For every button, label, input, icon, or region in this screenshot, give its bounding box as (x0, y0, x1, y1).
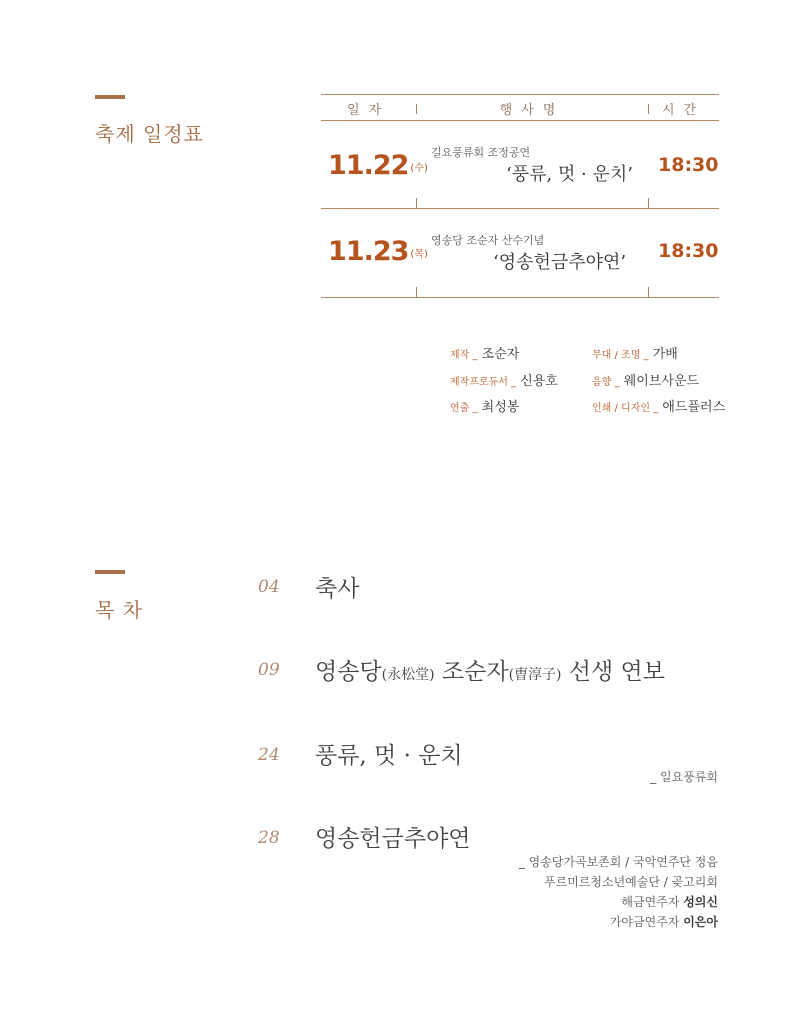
header-time: 시간 (661, 103, 706, 118)
header-date: 일자 (346, 103, 391, 118)
credit-director: 연출 _ 최성봉 (450, 400, 520, 415)
column-tick (648, 287, 649, 297)
column-tick (416, 198, 417, 208)
schedule-weekday: (수) (410, 163, 428, 174)
table-rule (321, 208, 719, 209)
section-title-toc: 목 차 (95, 598, 143, 622)
credit-print-design: 인쇄 / 디자인 _ 애드플러스 (592, 400, 726, 415)
credit-executive-producer: 제작프로듀서 _ 신용호 (450, 374, 558, 389)
toc-title: 영송당(永松堂) 조순자(曺淳子) 선생 연보 (315, 659, 665, 685)
event-subtitle: 길요풍류회 조정공연 (431, 146, 531, 159)
toc-title: 축사 (315, 576, 360, 602)
column-tick (648, 198, 649, 208)
header-event: 행사명 (499, 103, 565, 118)
toc-note: _ 영송당가곡보존회 / 국악연주단 정음 (518, 855, 718, 869)
toc-page-number: 24 (258, 745, 280, 765)
schedule-date: 11.23 (목) (328, 236, 428, 267)
schedule-weekday: (목) (410, 249, 428, 260)
accent-bar (95, 570, 125, 574)
toc-page-number: 09 (258, 660, 280, 680)
toc-note: 푸르미르청소년예술단 / 곶고리회 (544, 875, 718, 889)
credit-producer: 제작 _ 조순자 (450, 347, 520, 362)
table-rule (321, 297, 719, 298)
event-title: ‘영송헌금추야연’ (493, 252, 627, 273)
toc-note: _ 일요풍류회 (650, 770, 718, 784)
event-title: ‘풍류, 멋 · 운치’ (506, 164, 633, 185)
event-time: 18:30 (658, 240, 719, 262)
event-subtitle: 영송당 조순자 산수기념 (431, 234, 545, 247)
toc-title: 영송헌금추야연 (315, 826, 471, 852)
schedule-date: 11.22 (수) (328, 150, 428, 181)
credit-sound: 음향 _ 웨이브사운드 (592, 374, 699, 389)
table-rule (321, 94, 719, 95)
credit-stage-lighting: 무대 / 조명 _ 가배 (592, 347, 678, 362)
toc-performer: 가야금연주자 이은아 (609, 915, 718, 929)
column-tick (416, 287, 417, 297)
accent-bar (95, 95, 125, 99)
toc-performer: 해금연주자 성의신 (621, 895, 718, 909)
table-rule (321, 120, 719, 121)
event-time: 18:30 (658, 154, 719, 176)
column-tick (648, 104, 649, 114)
column-tick (416, 104, 417, 114)
toc-page-number: 28 (258, 828, 280, 848)
toc-page-number: 04 (258, 577, 280, 597)
section-title-schedule: 축제 일정표 (95, 122, 204, 146)
toc-title: 풍류, 멋 · 운치 (315, 743, 463, 769)
